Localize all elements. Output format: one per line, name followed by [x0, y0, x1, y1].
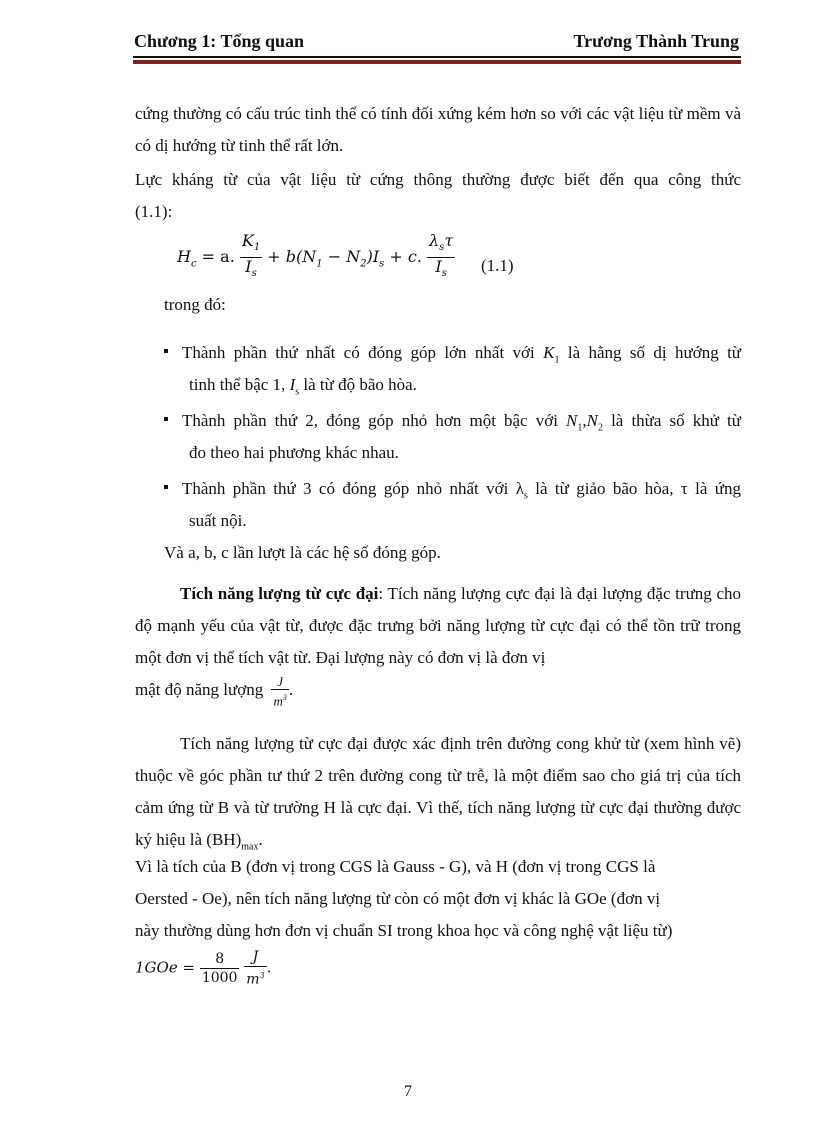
term-bold: Tích năng lượng từ cực đại: [180, 584, 379, 603]
paragraph-3: Tích năng lượng từ cực đại: Tích năng lượng cực đại là đại lượng đặc trưng cho độ mạnh yếu của vật từ, được đặc trưng bởi năng lượng từ cực đại có thể tồn trữ trong một đơn vị thể tích vật từ. Đại lượng này có đơn vị là đơn vị: [135, 584, 741, 667]
header-rule-thin: [133, 56, 741, 58]
formula-1-1: $H_c = a$. $\frac{K_1}{I_s}$ + $b(N_1 - N_2)I_s + c$. $\frac{\lambda_s\tau}{I_s}$: [177, 231, 454, 280]
paragraph-4: Tích năng lượng từ cực đại được xác định trên đường cong khử từ (xem hình vẽ) thuộc về góc phần tư thứ 2 trên đường cong từ trễ, là một điểm sao cho giá trị của tích cảm ứng từ B và từ trường H là cực đại. Vì thế, tích năng lượng từ cực đại thường được ký hiệu là $(BH)_{max}$.: [135, 734, 741, 853]
page-header: [134, 31, 739, 55]
page-number: 7: [404, 1083, 412, 1100]
author-name: Trương Thành Trung: [573, 31, 739, 51]
chapter-title: Chương 1: Tổng quan: [134, 31, 305, 51]
paragraph-5-line-2: Oersted - Oe), nên tích năng lượng từ còn có một đơn vị khác là GOe (đơn vị: [135, 889, 661, 908]
header-rule-thick: [133, 60, 741, 64]
bullet-icon: [164, 349, 168, 353]
paragraph-3-last: mật độ năng lượng $\frac{J}{m^3}$ .: [135, 674, 294, 709]
bullet-icon: [164, 417, 168, 421]
paragraph-2-line-2: (1.1):: [135, 202, 173, 221]
coefficients-note: Và a, b, c lần lượt là các hệ số đóng góp.: [164, 543, 441, 562]
where-label: trong đó:: [164, 295, 226, 314]
formula-goe: 1GOe = $\frac{8}{1000}$ $\frac{J}{m^3}$ .: [135, 949, 272, 988]
paragraph-1: cứng thường có cấu trúc tinh thể có tính đối xứng kém hơn so với các vật liệu từ mềm và có dị hướng từ tinh thể rất lớn.: [135, 104, 741, 155]
paragraph-5-line-3: này thường dùng hơn đơn vị chuẩn SI trong khoa học và công nghệ vật liệu từ): [135, 921, 673, 940]
paragraph-5-line-1: Vì là tích của B (đơn vị trong CGS là Gauss - G), và H (đơn vị trong CGS là: [135, 857, 656, 876]
paragraph-2-line-1: Lực kháng từ của vật liệu từ cứng thông thường được biết đến qua công thức: [135, 170, 741, 189]
equation-number: (1.1): [481, 256, 514, 275]
bullet-icon: [164, 485, 168, 489]
